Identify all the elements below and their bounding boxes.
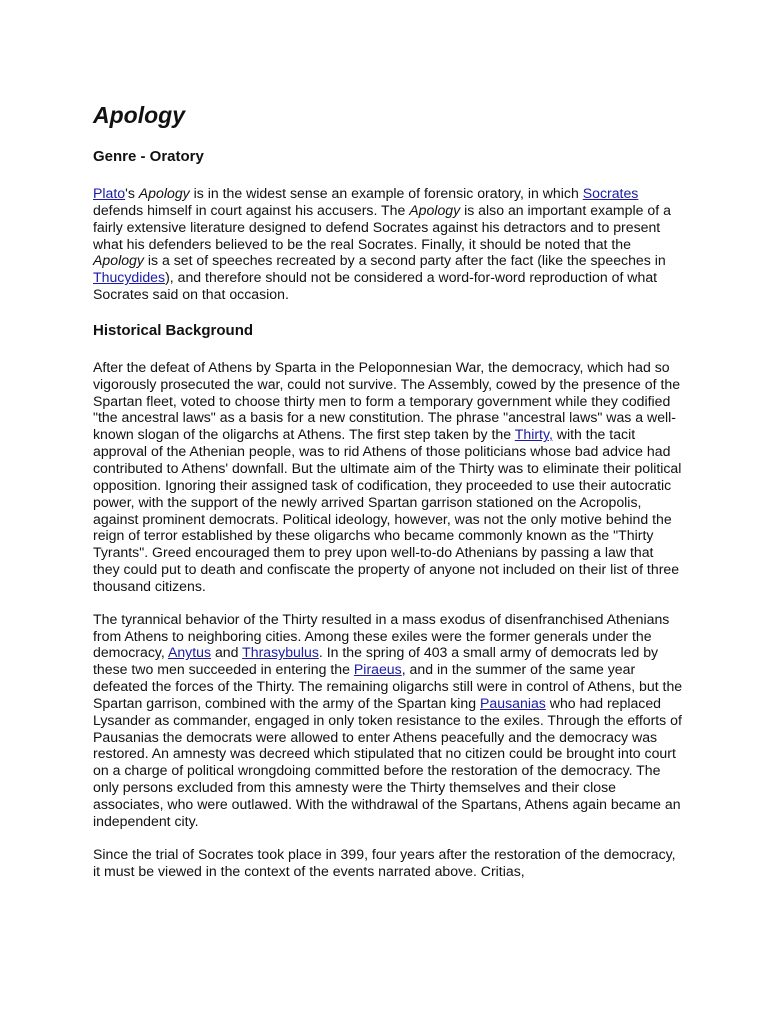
paragraph-text: defends himself in court against his accusers. The xyxy=(93,201,410,218)
paragraph-text: who had replaced Lysander as commander, engaged in only token resistance to the exiles. Through the efforts of Pausanias the democrats were allowed to enter Athens peacefully and the democracy was restored. An amnesty was decreed which stipulated that no citizen could be brought into court on a charge of political wrongdoing committed before the restoration of the democracy. The only persons excluded from this amnesty were the Thirty themselves and their close associates, who were outlawed. With the withdrawal of the Spartans, Athens again became an independent city. xyxy=(93,694,682,829)
paragraph-text: Since the trial of Socrates took place in 399, four years after the restoration of the democracy, it must be viewed in the context of the events narrated above. Critias, xyxy=(93,845,676,879)
paragraph-text: 's xyxy=(125,185,139,201)
link-plato[interactable]: Plato xyxy=(93,185,126,201)
link-thrasybulus[interactable]: Thrasybulus xyxy=(242,644,319,661)
document-title: Apology xyxy=(93,102,185,128)
link-piraeus[interactable]: Piraeus xyxy=(353,661,402,678)
paragraph-text: , and in the summer of the same year defeated the forces of the Thirty. The remaining oligarchs still were in control of Athens, but the Spartan garrison, combined with the army of the Spartan king xyxy=(93,661,683,711)
paragraph-text: and xyxy=(211,644,243,661)
link-pausanias[interactable]: Pausanias xyxy=(480,694,546,711)
paragraph-text: is a set of speeches recreated by a second party after the fact (like the speeches in xyxy=(143,252,666,269)
paragraph-text: After the defeat of Athens by Sparta in the Peloponnesian War, the democracy, which had so vigorously prosecuted the war, could not survive. The Assembly, cowed by the presence of the Spartan fleet, voted to choose thirty men to form a temporary government while they codified "the ancestral laws" as a basis for a new constitution. The phrase "ancestral laws" was a well-known slogan of the oligarchs at Athens. The first step taken by the xyxy=(93,358,681,443)
link-thirty[interactable]: Thirty, xyxy=(514,426,553,443)
paragraph-text: . In the spring of 403 a small army of democrats led by these two men succeeded in entering the xyxy=(93,644,659,678)
document-page xyxy=(93,100,683,895)
link-anytus[interactable]: Anytus xyxy=(167,644,212,661)
section-heading-genre: Genre - Oratory xyxy=(93,148,204,165)
paragraph-emphasis: Apology xyxy=(138,185,190,201)
link-socrates[interactable]: Socrates xyxy=(582,185,639,201)
paragraph-emphasis: Apology xyxy=(409,201,461,218)
paragraph-text: with the tacit approval of the Athenian people, was to rid Athens of those politicians whose bad advice had contributed to Athens' downfall. But the ultimate aim of the Thirty was to eliminate their political opposition. Ignoring their assigned task of codification, they proceeded to use their autocratic power, with the support of the newly arrived Spartan garrison stationed on the Acropolis, against prominent democrats. Political ideology, however, was not the only motive behind the reign of terror established by these oligarchs who became commonly known as the "Thirty Tyrants". Greed encouraged them to prey upon well-to-do Athenians by passing a law that they could put to death and confiscate the property of anyone not included on their list of three thousand citizens. xyxy=(93,426,682,594)
paragraph-genre-oratory xyxy=(93,185,683,303)
paragraph-text: ), and therefore should not be considered a word-for-word reproduction of what Socrates said on that occasion. xyxy=(93,269,658,303)
paragraph-historical-3 xyxy=(93,846,683,880)
paragraph-text: The tyrannical behavior of the Thirty resulted in a mass exodus of disenfranchised Athenians from Athens to neighboring cities. Among these exiles were the former generals under the democracy, xyxy=(93,610,670,661)
paragraph-text: is in the widest sense an example of forensic oratory, in which xyxy=(189,185,583,201)
link-thucydides[interactable]: Thucydides xyxy=(93,269,166,286)
paragraph-text: is also an important example of a fairly extensive literature designed to defend Socrates against his detractors and to present what his defenders believed to be the real Socrates. Finally, it should be noted that the xyxy=(93,201,671,252)
paragraph-historical-2 xyxy=(93,611,683,830)
section-heading-historical: Historical Background xyxy=(93,321,254,339)
paragraph-emphasis: Apology xyxy=(93,252,144,269)
paragraph-historical-1 xyxy=(93,359,683,595)
